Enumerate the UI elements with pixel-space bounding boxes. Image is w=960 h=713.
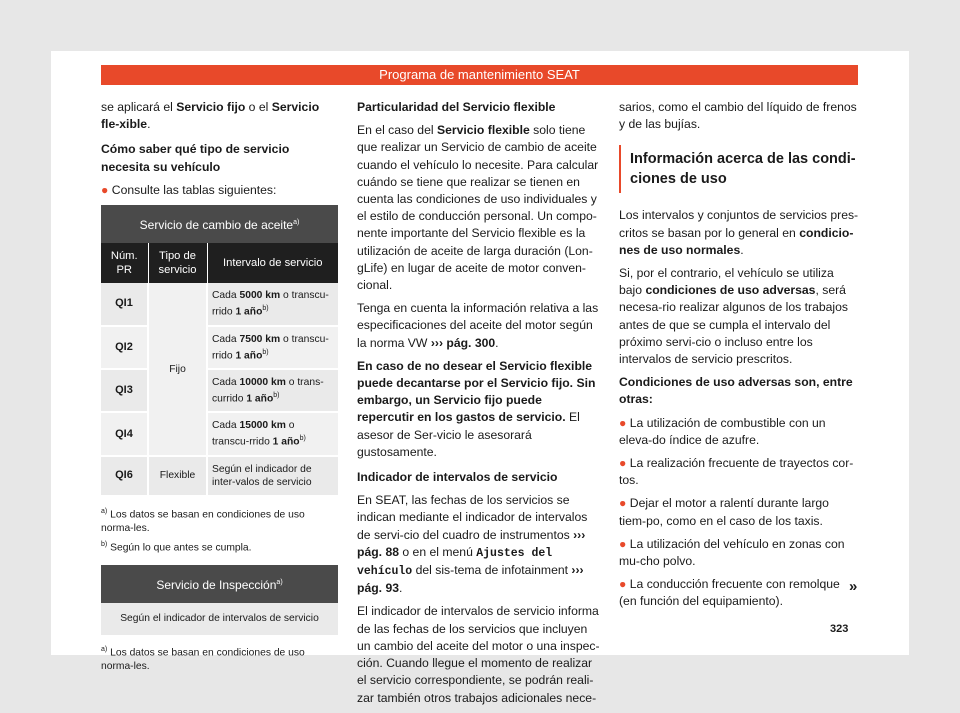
list-item: ● La conducción frecuente con remolque (en función del equipamiento). (619, 577, 840, 609)
chapter-title: Programa de mantenimiento SEAT (379, 67, 580, 82)
page-ref-link[interactable]: ››› pág. 93 (357, 563, 584, 596)
bullet-icon: ● (619, 496, 627, 511)
page-ref-link[interactable]: ››› pág. 88 (357, 527, 586, 559)
howto-bullet: ● Consulte las tablas siguientes: (101, 182, 277, 197)
column-left (101, 99, 338, 676)
intro-paragraph: se aplicará el Servicio fijo o el Servicio fle-xible. (101, 100, 320, 132)
fixed-service-paragraph: En caso de no desear el Servicio flexible puede decantarse por el Servicio fijo. Sin embargo, un Servicio fijo puede repercutir en los gastos de servicio. El asesor de Ser-vicio le asesorará gustosamente. (357, 358, 596, 459)
table-row: QI3 Cada 10000 km o trans-currido 1 año$^{b)}$ (101, 369, 338, 412)
column-middle (357, 99, 601, 713)
oil-table-caption: Servicio de cambio de aceite$^{a)}$ (101, 205, 338, 243)
continue-arrow-icon: » (849, 578, 858, 595)
table-row: QI1 Fijo Cada 5000 km o transcu-rrido 1 año$^{b)}$ (101, 283, 338, 325)
indicator-info-paragraph: El indicador de intervalos de servicio informa de las fechas de los servicios que incluyen un cambio del aceite del motor o una inspec-ción. Cuando llegue el momento de realizar el servicio correspondiente, se podrán reali-zar también otros trabajos adicionales nece- (357, 604, 600, 705)
flex-heading: Particularidad del Servicio flexible (357, 100, 556, 114)
col-header-interval: Intervalo de servicio (207, 243, 338, 283)
inspection-footnote: $^{a)}$ Los datos se basan en condiciones de uso norma-les. (101, 645, 305, 672)
chapter-header (101, 65, 858, 85)
footnote-a: $^{a)}$ Los datos se basan en condiciones de uso norma-les. (101, 507, 305, 534)
list-item: ● La realización frecuente de trayectos cor-tos. (619, 456, 854, 488)
bullet-icon: ● (619, 415, 627, 430)
list-item: ● Dejar el motor a ralentí durante largo tiem-po, como en el caso de los taxis. (619, 496, 829, 528)
adverse-paragraph: Si, por el contrario, el vehículo se utiliza bajo condiciones de uso adversas, será necesa-rio realizar algunos de los trabajos antes de que se cumpla el intervalo del próximo servi-cio o incluso entre los intervalos de servicio prescritos. (619, 266, 848, 367)
normal-conditions-paragraph: Los intervalos y conjuntos de servicios pres-critos se basan por lo general en condicio-nes de uso normales. (619, 208, 859, 257)
bullet-icon: ● (619, 456, 627, 471)
col-header-type: Tipo de servicio (148, 243, 207, 283)
flex-paragraph: En el caso del Servicio flexible solo tiene que realizar un Servicio de cambio de aceite cuando el vehículo lo necesite. Para calcular cuándo se tiene que realizar se tienen en cuenta las condiciones de uso individuales y el estilo de conducción personal. Un compo-nente importante del Servicio flexible es la utilización de aceite de larga duración (Lon-gLife) en lugar de aceite de motor conven-cional. (357, 123, 599, 293)
footnote-b: $^{b)}$ Según lo que antes se cumpla. (101, 541, 252, 554)
table-row: QI2 Cada 7500 km o transcu-rrido 1 año$^{b)}$ (101, 326, 338, 369)
table-row: QI6 Flexible Según el indicador de inter-valos de servicio (101, 456, 338, 496)
inspection-table (101, 565, 338, 634)
bullet-icon: ● (619, 536, 627, 551)
indicator-heading: Indicador de intervalos de servicio (357, 470, 558, 485)
list-item: ● La utilización del vehículo en zonas con mu-cho polvo. (619, 536, 845, 569)
page-ref-link[interactable]: ››› pág. 300 (430, 335, 496, 350)
section-heading: Información acerca de las condi-ciones de uso (619, 145, 859, 193)
howto-heading: Cómo saber qué tipo de servicio necesita su vehículo (101, 142, 290, 174)
bullet-icon: ● (101, 182, 109, 197)
indicator-paragraph: En SEAT, las fechas de los servicios se indican mediante el indicador de intervalos de servi-cio del cuadro de instrumentos ››› pág. 88 o en el menú Ajustes del vehículo del sis-tema de infotainment ››› pág. 93. (357, 493, 588, 596)
oil-spec-paragraph: Tenga en cuenta la información relativa a las especificaciones del aceite del motor según la norma VW ››› pág. 300. (357, 301, 599, 350)
col-header-pr: Núm. PR (101, 243, 148, 283)
inspection-cell: Según el indicador de intervalos de servicio (101, 603, 338, 634)
continued-paragraph: sarios, como el cambio del líquido de frenos y de las bujías. (619, 100, 857, 132)
menu-name: Ajustes del vehículo (357, 546, 553, 579)
inspection-table-caption: Servicio de Inspección$^{a)}$ (101, 565, 338, 603)
adverse-heading: Condiciones de uso adversas son, entre otras: (619, 375, 853, 407)
table-row: QI4 Cada 15000 km o transcu-rrido 1 año$^{b)}$ (101, 412, 338, 455)
oil-service-table (101, 205, 338, 497)
manual-page (51, 51, 909, 705)
bullet-icon: ● (619, 577, 627, 592)
list-item: ● La utilización de combustible con un eleva-do índice de azufre. (619, 415, 826, 447)
page-number: 323 (830, 623, 849, 635)
fixed-type-cell: Fijo (148, 283, 207, 456)
column-right (619, 99, 859, 617)
